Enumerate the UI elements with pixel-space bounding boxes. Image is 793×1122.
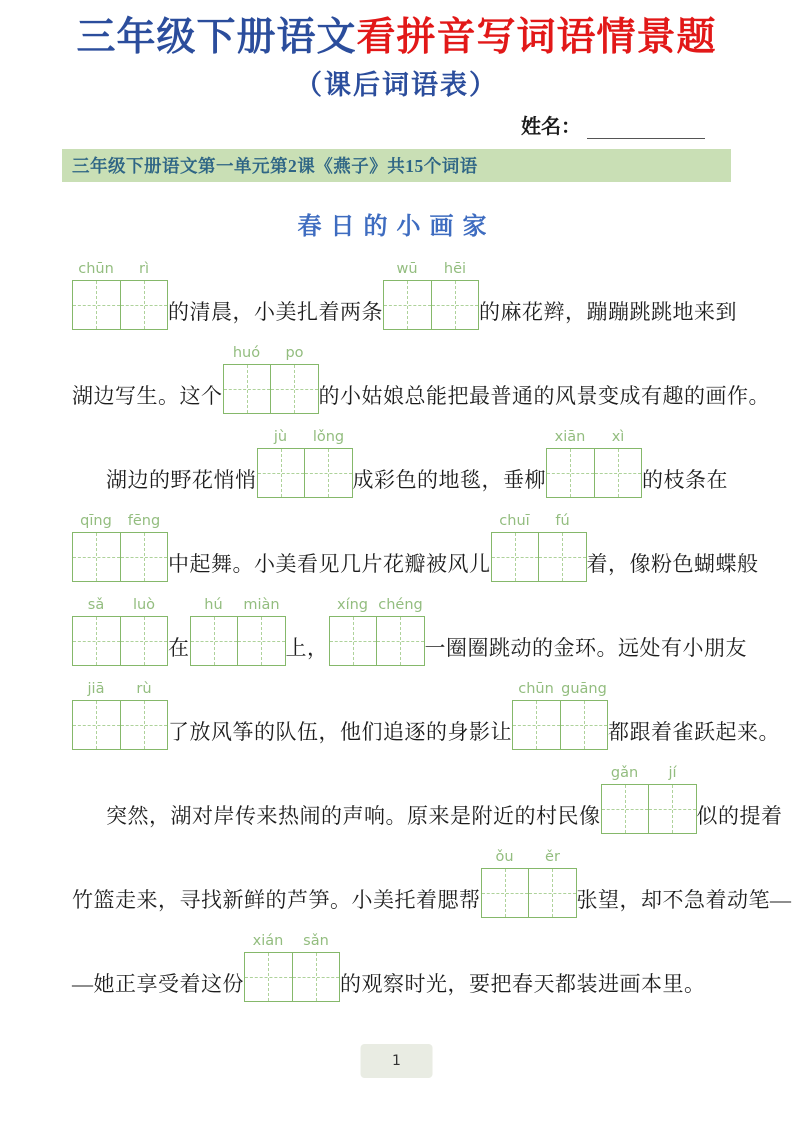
writing-grid[interactable]: [601, 784, 697, 834]
writing-cell[interactable]: [120, 701, 168, 749]
writing-cell[interactable]: [120, 533, 168, 581]
pinyin-label: [546, 429, 642, 445]
page-title-red: 看拼音写词语情景题: [356, 16, 717, 59]
writing-grid[interactable]: [481, 868, 577, 918]
sentence-text: 一圈圈跳动的金环。远处有小朋友: [424, 636, 747, 661]
sentence-text: 了放风筝的队伍，他们追逐的身影让: [168, 720, 512, 745]
sentence-text: 在: [168, 636, 190, 661]
pinyin-syllable: gǎn: [610, 764, 639, 781]
pinyin-word-block: [383, 261, 479, 330]
page-title-blue: 三年级下册语文: [76, 16, 357, 59]
writing-grid[interactable]: [244, 952, 340, 1002]
writing-grid[interactable]: [223, 364, 319, 414]
sentence-text: 上，: [285, 636, 329, 661]
pinyin-syllable: jí: [668, 764, 677, 781]
writing-cell[interactable]: [73, 701, 120, 749]
writing-cell[interactable]: [330, 617, 377, 665]
pinyin-word-block: [190, 597, 286, 666]
pinyin-word-block: [72, 261, 168, 330]
page-title: [0, 16, 793, 61]
pinyin-label: [512, 681, 608, 697]
writing-grid[interactable]: [72, 532, 168, 582]
pinyin-syllable: huó: [232, 344, 261, 361]
pinyin-syllable: xì: [611, 428, 625, 445]
sentence-text: 的枝条在: [642, 468, 728, 493]
pinyin-word-block: [601, 765, 697, 834]
pinyin-label: [383, 261, 479, 277]
sentence-text: 的清晨，小美扎着两条: [168, 300, 383, 325]
writing-grid[interactable]: [383, 280, 479, 330]
pinyin-word-block: [329, 597, 425, 666]
worksheet-line: [72, 344, 770, 414]
writing-cell[interactable]: [191, 617, 238, 665]
sentence-text: 中起舞。小美看见几片花瓣被风儿: [168, 552, 491, 577]
writing-grid[interactable]: [72, 616, 168, 666]
writing-cell[interactable]: [73, 281, 120, 329]
page-number-badge: 1: [360, 1044, 433, 1078]
pinyin-word-block: [491, 513, 587, 582]
writing-grid[interactable]: [190, 616, 286, 666]
writing-cell[interactable]: [431, 281, 479, 329]
writing-cell[interactable]: [304, 449, 352, 497]
name-blank-line[interactable]: [587, 120, 705, 139]
worksheet-line: [72, 596, 747, 666]
sentence-text: 成彩色的地毯，垂柳: [352, 468, 546, 493]
pinyin-syllable: lǒng: [312, 428, 345, 445]
worksheet-line: [72, 512, 759, 582]
sentence-text: 似的提着: [696, 804, 783, 829]
sentence-text: 的观察时光，要把春天都装进画本里。: [340, 972, 706, 997]
unit-banner: 三年级下册语文第一单元第2课《燕子》共15个词语: [62, 149, 731, 182]
writing-grid[interactable]: [512, 700, 608, 750]
writing-cell[interactable]: [538, 533, 586, 581]
pinyin-label: [491, 513, 587, 529]
pinyin-word-block: [257, 429, 353, 498]
sentence-text: 的小姑娘总能把最普通的风景变成有趣的画作。: [318, 384, 770, 409]
writing-cell[interactable]: [482, 869, 529, 917]
writing-cell[interactable]: [528, 869, 576, 917]
sentence-text: 着，像粉色蝴蝶般: [586, 552, 759, 577]
writing-cell[interactable]: [560, 701, 608, 749]
worksheet-line: [72, 429, 743, 498]
pinyin-syllable: rì: [139, 260, 149, 277]
pinyin-word-block: [72, 597, 168, 666]
pinyin-syllable: fú: [555, 512, 570, 529]
pinyin-word-block: [223, 345, 319, 414]
pinyin-syllable: xíng: [336, 596, 368, 613]
page-subtitle: （课后词语表）: [295, 69, 498, 100]
pinyin-syllable: xiān: [554, 428, 586, 445]
pinyin-label: [481, 849, 577, 865]
writing-cell[interactable]: [270, 365, 318, 413]
pinyin-label: [223, 345, 319, 361]
writing-cell[interactable]: [602, 785, 649, 833]
pinyin-word-block: [72, 681, 168, 750]
writing-cell[interactable]: [292, 953, 340, 1001]
pinyin-syllable: luò: [132, 596, 156, 613]
pinyin-syllable: fēng: [127, 512, 161, 529]
pinyin-syllable: guāng: [561, 680, 607, 697]
writing-cell[interactable]: [384, 281, 431, 329]
writing-cell[interactable]: [594, 449, 642, 497]
sentence-text: 湖边写生。这个: [72, 384, 223, 409]
pinyin-syllable: sǎ: [87, 596, 105, 613]
writing-cell[interactable]: [245, 953, 292, 1001]
writing-grid[interactable]: [546, 448, 642, 498]
sentence-text: 张望，却不急着动笔—: [576, 888, 792, 913]
pinyin-syllable: chūn: [518, 680, 554, 697]
pinyin-label: [257, 429, 353, 445]
writing-cell[interactable]: [73, 533, 120, 581]
pinyin-syllable: chuī: [499, 512, 530, 529]
writing-grid[interactable]: [257, 448, 353, 498]
pinyin-label: [72, 681, 168, 697]
pinyin-word-block: [512, 681, 608, 750]
sentence-text: 湖边的野花悄悄: [106, 468, 257, 493]
sentence-text: 竹篮走来，寻找新鲜的芦笋。小美托着腮帮: [72, 888, 481, 913]
writing-grid[interactable]: [72, 280, 168, 330]
pinyin-label: [244, 933, 340, 949]
writing-grid[interactable]: [491, 532, 587, 582]
writing-cell[interactable]: [120, 617, 168, 665]
pinyin-syllable: miàn: [243, 596, 280, 613]
worksheet: [72, 260, 792, 1002]
pinyin-label: [72, 261, 168, 277]
pinyin-syllable: chūn: [78, 260, 114, 277]
worksheet-line: [72, 764, 783, 834]
worksheet-line: [72, 680, 780, 750]
sentence-text: 突然，湖对岸传来热闹的声响。原来是附近的村民像: [106, 804, 601, 829]
pinyin-syllable: hú: [204, 596, 223, 613]
pinyin-syllable: jiā: [87, 680, 105, 697]
worksheet-line: [72, 261, 743, 330]
writing-cell[interactable]: [224, 365, 271, 413]
pinyin-syllable: ǒu: [495, 848, 514, 865]
pinyin-label: [190, 597, 286, 613]
writing-cell[interactable]: [648, 785, 696, 833]
pinyin-word-block: [244, 933, 340, 1002]
writing-cell[interactable]: [120, 281, 168, 329]
worksheet-line: [72, 933, 743, 1002]
sentence-text: —她正享受着这份: [72, 972, 244, 997]
writing-cell[interactable]: [376, 617, 424, 665]
pinyin-syllable: qīng: [80, 512, 112, 529]
pinyin-label: [72, 597, 168, 613]
pinyin-word-block: [72, 513, 168, 582]
name-label: 姓名：: [521, 115, 581, 138]
writing-grid[interactable]: [329, 616, 425, 666]
writing-cell[interactable]: [492, 533, 539, 581]
writing-cell[interactable]: [513, 701, 560, 749]
name-row: [0, 110, 793, 139]
writing-cell[interactable]: [547, 449, 594, 497]
writing-cell[interactable]: [258, 449, 305, 497]
pinyin-syllable: po: [285, 344, 304, 361]
writing-cell[interactable]: [237, 617, 285, 665]
pinyin-syllable: jù: [273, 428, 288, 445]
pinyin-word-block: [481, 849, 577, 918]
pinyin-syllable: xián: [252, 932, 284, 949]
pinyin-label: [601, 765, 697, 781]
pinyin-syllable: rù: [136, 680, 152, 697]
pinyin-syllable: hēi: [443, 260, 467, 277]
pinyin-label: [329, 597, 425, 613]
section-title: 春日的小画家: [297, 213, 496, 240]
writing-cell[interactable]: [73, 617, 120, 665]
pinyin-label: [72, 513, 168, 529]
writing-grid[interactable]: [72, 700, 168, 750]
worksheet-line: [72, 848, 792, 918]
pinyin-syllable: sǎn: [303, 932, 329, 949]
pinyin-syllable: chéng: [378, 596, 423, 613]
pinyin-syllable: wū: [396, 260, 418, 277]
pinyin-syllable: ěr: [545, 848, 560, 865]
pinyin-word-block: [546, 429, 642, 498]
sentence-text: 都跟着雀跃起来。: [608, 720, 780, 745]
sentence-text: 的麻花辫，蹦蹦跳跳地来到: [479, 300, 737, 325]
